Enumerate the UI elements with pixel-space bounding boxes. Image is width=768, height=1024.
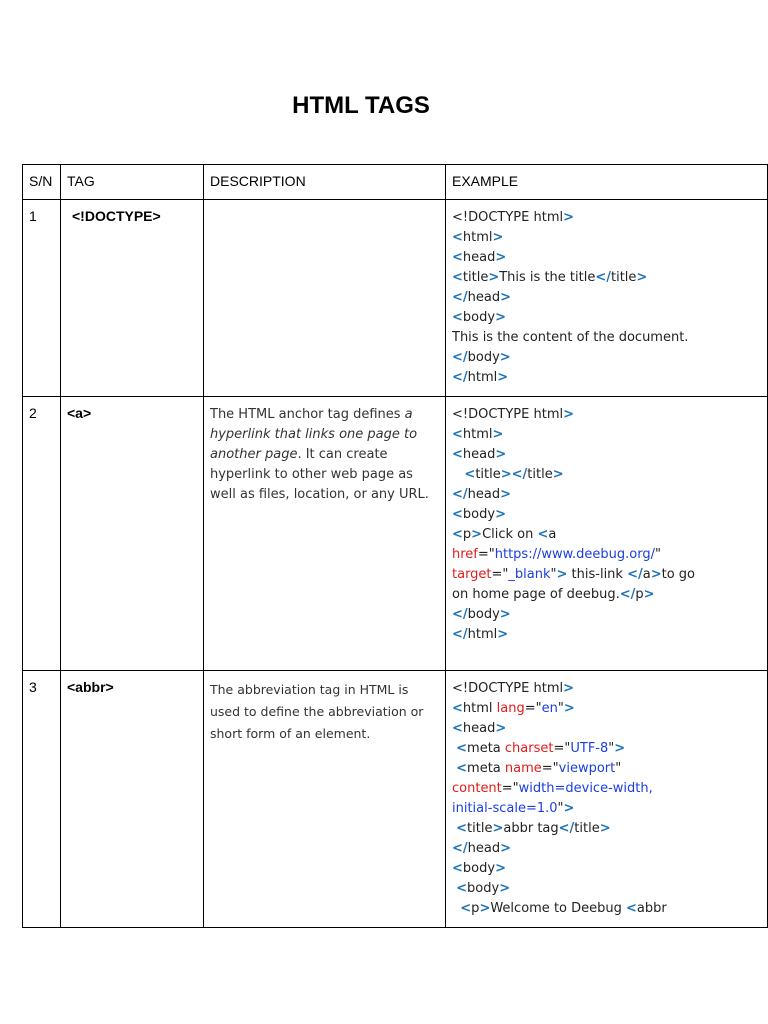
- row-tag: <abbr>: [61, 671, 204, 928]
- code-token: >: [495, 861, 506, 876]
- code-token: </: [558, 821, 575, 836]
- code-line: [452, 899, 761, 919]
- code-token: >: [563, 801, 575, 816]
- code-token: </: [452, 627, 468, 642]
- code-token: abbr: [636, 901, 667, 916]
- code-token: body: [462, 310, 496, 325]
- table-header-row: [23, 165, 768, 200]
- code-token: a: [548, 527, 557, 542]
- code-line: [452, 625, 761, 645]
- code-token: >: [500, 290, 512, 305]
- row-sn: 3: [23, 671, 61, 928]
- code-token: p: [635, 587, 644, 602]
- code-token: </: [627, 567, 643, 582]
- code-token: head: [462, 250, 496, 265]
- code-token: ": [557, 701, 564, 716]
- code-token: ": [550, 567, 557, 582]
- code-line: [452, 585, 761, 605]
- code-line: [452, 739, 761, 759]
- code-token: </: [452, 841, 468, 856]
- code-token: width=device-width,: [518, 781, 653, 796]
- code-line: [452, 308, 761, 328]
- code-token: _blank: [508, 567, 551, 582]
- code-token: ": [557, 801, 564, 816]
- code-token: >: [563, 407, 575, 422]
- code-token: title: [610, 270, 637, 285]
- header-description: DESCRIPTION: [204, 165, 446, 200]
- code-line: [452, 208, 761, 228]
- code-token: >: [500, 841, 512, 856]
- code-token: >: [495, 310, 506, 325]
- code-token: >: [497, 627, 509, 642]
- code-token: head: [462, 447, 496, 462]
- code-token: html: [467, 627, 498, 642]
- code-token: <: [452, 721, 463, 736]
- code-token: This is the content of the document.: [452, 330, 689, 345]
- row-description: [204, 397, 446, 671]
- code-token: <!DOCTYPE html: [452, 407, 564, 422]
- row-description: [204, 200, 446, 397]
- code-token: <: [456, 881, 468, 896]
- code-token: body: [462, 507, 496, 522]
- code-token: >: [599, 821, 611, 836]
- code-token: ></: [500, 467, 528, 482]
- row-tag: <!DOCTYPE>: [61, 200, 204, 397]
- code-token: head: [467, 487, 501, 502]
- code-token: <: [626, 901, 637, 916]
- code-token: </: [452, 487, 468, 502]
- code-token: >: [643, 587, 655, 602]
- code-line: [452, 348, 761, 368]
- code-token: >: [495, 447, 507, 462]
- code-token: >: [552, 467, 564, 482]
- code-token: <: [452, 310, 463, 325]
- code-token: <: [452, 527, 463, 542]
- code-token: =": [524, 701, 542, 716]
- code-token: >: [492, 230, 504, 245]
- code-token: html: [462, 230, 493, 245]
- code-token: html: [462, 427, 493, 442]
- code-token: >: [495, 250, 507, 265]
- code-line: [452, 525, 761, 545]
- code-token: to go: [661, 567, 695, 582]
- code-token: Welcome to Deebug: [490, 901, 627, 916]
- code-token: head: [462, 721, 496, 736]
- row-example: [446, 200, 768, 397]
- code-token: >: [499, 607, 511, 622]
- description-text: . It can create hyperlink to other web page as well as files, location, or any URL.: [210, 447, 429, 502]
- code-token: <: [452, 861, 463, 876]
- code-token: >: [500, 487, 512, 502]
- code-token: >: [495, 507, 506, 522]
- code-line: [452, 328, 761, 348]
- code-line: [452, 719, 761, 739]
- code-token: <: [460, 901, 472, 916]
- code-token: >: [614, 741, 626, 756]
- code-line: [452, 759, 761, 779]
- code-line: [452, 248, 761, 268]
- code-token: >: [497, 370, 509, 385]
- header-tag: TAG: [61, 165, 204, 200]
- code-token: <: [452, 230, 463, 245]
- code-token: <: [452, 507, 463, 522]
- code-token: <!DOCTYPE html: [452, 681, 564, 696]
- code-token: https://www.deebug.org/: [494, 547, 656, 562]
- code-line: [452, 405, 761, 425]
- code-token: <: [537, 527, 549, 542]
- code-token: <: [452, 427, 463, 442]
- code-token: =": [553, 741, 571, 756]
- code-token: >: [563, 681, 575, 696]
- description-text: a hyperlink that links one page to another page: [210, 407, 418, 462]
- code-token: [452, 467, 464, 482]
- code-token: ": [655, 547, 661, 562]
- code-token: viewport: [558, 761, 616, 776]
- code-token: <: [464, 467, 476, 482]
- code-token: on home page of deebug.: [452, 587, 620, 602]
- code-token: >: [492, 821, 504, 836]
- code-line: [452, 839, 761, 859]
- code-token: =": [491, 567, 509, 582]
- code-token: <: [456, 741, 468, 756]
- code-line: [452, 425, 761, 445]
- code-token: target: [452, 567, 492, 582]
- code-line: [452, 268, 761, 288]
- code-token: >: [556, 567, 568, 582]
- code-token: >: [495, 721, 507, 736]
- code-token: body: [467, 350, 500, 365]
- code-line: [452, 228, 761, 248]
- code-token: <: [452, 270, 463, 285]
- code-token: <: [452, 250, 463, 265]
- code-token: =": [501, 781, 519, 796]
- code-token: body: [467, 881, 500, 896]
- code-token: This is the title: [499, 270, 596, 285]
- code-token: a: [642, 567, 651, 582]
- description-text: The abbreviation tag in HTML is used to define the abbreviation or short form of an element.: [210, 682, 424, 741]
- code-token: UTF-8: [570, 741, 609, 756]
- code-token: >: [488, 270, 500, 285]
- code-token: meta: [467, 741, 505, 756]
- code-token: >: [471, 527, 483, 542]
- code-token: <: [452, 447, 463, 462]
- code-token: this-link: [567, 567, 628, 582]
- code-token: html: [462, 701, 497, 716]
- code-line: [452, 288, 761, 308]
- code-token: </: [452, 607, 468, 622]
- code-line: [452, 819, 761, 839]
- code-line: [452, 565, 761, 585]
- code-token: >: [499, 881, 511, 896]
- header-sn: S/N: [23, 165, 61, 200]
- code-token: =": [541, 761, 559, 776]
- code-token: </: [452, 290, 468, 305]
- table-row: [23, 200, 768, 397]
- code-line: [452, 679, 761, 699]
- code-token: content: [452, 781, 502, 796]
- code-token: >: [636, 270, 648, 285]
- code-token: ": [608, 741, 615, 756]
- code-token: >: [650, 567, 662, 582]
- code-token: =": [477, 547, 495, 562]
- code-line: [452, 465, 761, 485]
- row-example: [446, 671, 768, 928]
- code-line: [452, 879, 761, 899]
- code-token: body: [462, 861, 496, 876]
- code-token: href: [452, 547, 478, 562]
- code-token: title: [527, 467, 553, 482]
- header-example: EXAMPLE: [446, 165, 768, 200]
- code-line: [452, 859, 761, 879]
- code-token: title: [574, 821, 600, 836]
- code-token: >: [479, 901, 491, 916]
- code-line: [452, 368, 761, 388]
- code-token: initial-scale=1.0: [452, 801, 558, 816]
- code-line: [452, 485, 761, 505]
- code-token: <: [452, 701, 463, 716]
- code-line: [452, 505, 761, 525]
- code-token: </: [452, 350, 468, 365]
- code-token: ": [615, 761, 622, 776]
- code-token: head: [467, 841, 501, 856]
- code-token: name: [504, 761, 542, 776]
- row-tag: <a>: [61, 397, 204, 671]
- code-token: body: [467, 607, 500, 622]
- row-sn: 2: [23, 397, 61, 671]
- code-token: head: [467, 290, 501, 305]
- code-token: abbr tag: [503, 821, 559, 836]
- code-line: [452, 699, 761, 719]
- code-token: </: [452, 370, 468, 385]
- code-token: html: [467, 370, 498, 385]
- code-token: </: [595, 270, 611, 285]
- code-token: <: [456, 761, 468, 776]
- code-token: >: [563, 701, 575, 716]
- code-line: [452, 779, 761, 799]
- code-token: title: [467, 821, 493, 836]
- code-token: >: [563, 210, 575, 225]
- code-token: meta: [467, 761, 505, 776]
- code-token: p: [462, 527, 472, 542]
- row-sn: 1: [23, 200, 61, 397]
- code-token: p: [471, 901, 480, 916]
- code-token: title: [475, 467, 501, 482]
- description-text: The HTML anchor tag defines: [210, 407, 405, 422]
- code-token: en: [541, 701, 558, 716]
- code-token: >: [499, 350, 511, 365]
- code-line: [452, 445, 761, 465]
- row-example: [446, 397, 768, 671]
- code-token: <: [456, 821, 468, 836]
- code-token: <!DOCTYPE html: [452, 210, 564, 225]
- code-token: title: [462, 270, 489, 285]
- code-line: [452, 545, 761, 565]
- code-line: [452, 605, 761, 625]
- page-title: HTML TAGS: [292, 92, 430, 119]
- html-tags-table: [22, 164, 768, 928]
- table-row: [23, 671, 768, 928]
- row-description: [204, 671, 446, 928]
- code-token: lang: [496, 701, 525, 716]
- code-line: [452, 799, 761, 819]
- code-token: Click on: [482, 527, 538, 542]
- code-token: </: [619, 587, 636, 602]
- code-token: >: [492, 427, 504, 442]
- table-row: [23, 397, 768, 671]
- code-token: charset: [504, 741, 554, 756]
